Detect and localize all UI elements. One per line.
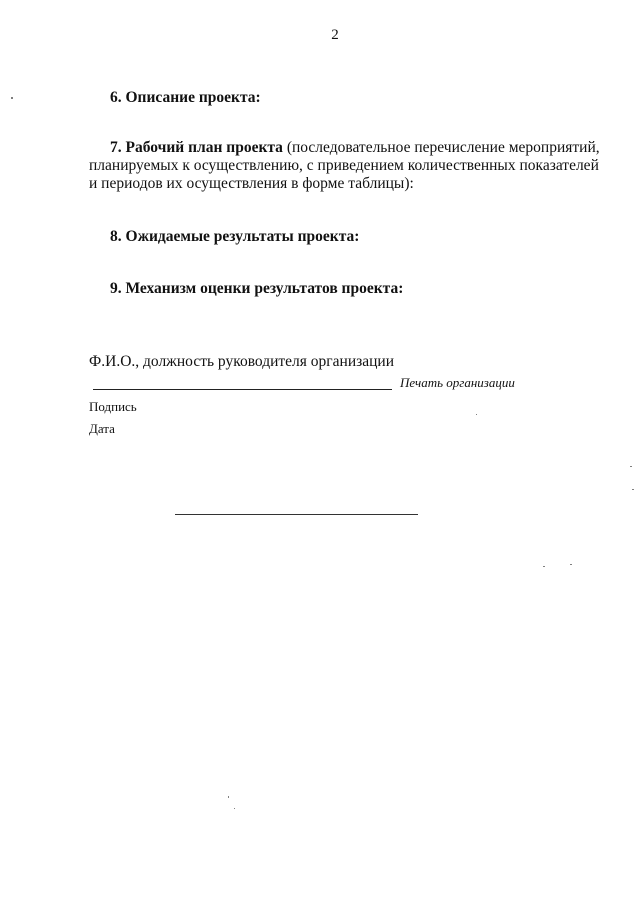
scan-speck xyxy=(543,566,545,567)
section-6-number: 6. xyxy=(110,89,122,106)
section-9-title: Механизм оценки результатов проекта: xyxy=(125,280,404,297)
page-number: 2 xyxy=(331,27,339,43)
signature-line xyxy=(93,389,392,390)
scan-speck xyxy=(11,97,13,99)
scan-speck xyxy=(228,796,229,798)
section-7-heading xyxy=(110,138,600,157)
section-9-heading xyxy=(110,279,403,298)
scan-speck xyxy=(234,808,235,809)
section-7-text-line3: и периодов их осуществления в форме таблицы): xyxy=(89,175,414,192)
date-label: Дата xyxy=(89,421,115,436)
section-7-title: Рабочий план проекта xyxy=(125,139,283,156)
end-of-document-line xyxy=(175,514,418,515)
section-7-number: 7. xyxy=(110,139,122,156)
section-6-title: Описание проекта: xyxy=(125,89,261,106)
section-8-heading xyxy=(110,227,359,246)
section-7-text-line1: (последовательное перечисление мероприятий, xyxy=(282,139,600,156)
section-7-text-line2: планируемых к осуществлению, с приведением количественных показателей xyxy=(89,157,599,174)
fio-position-label: Ф.И.О., должность руководителя организации xyxy=(89,353,395,370)
scan-speck xyxy=(630,466,632,467)
scan-speck xyxy=(570,564,572,565)
section-9-number: 9. xyxy=(110,280,122,297)
stamp-label: Печать организации xyxy=(400,375,515,390)
scan-speck xyxy=(632,489,634,490)
section-8-title: Ожидаемые результаты проекта: xyxy=(125,228,360,245)
section-8-number: 8. xyxy=(110,228,122,245)
scan-speck xyxy=(476,414,477,415)
signature-label: Подпись xyxy=(89,399,137,414)
section-6-heading xyxy=(110,88,261,107)
